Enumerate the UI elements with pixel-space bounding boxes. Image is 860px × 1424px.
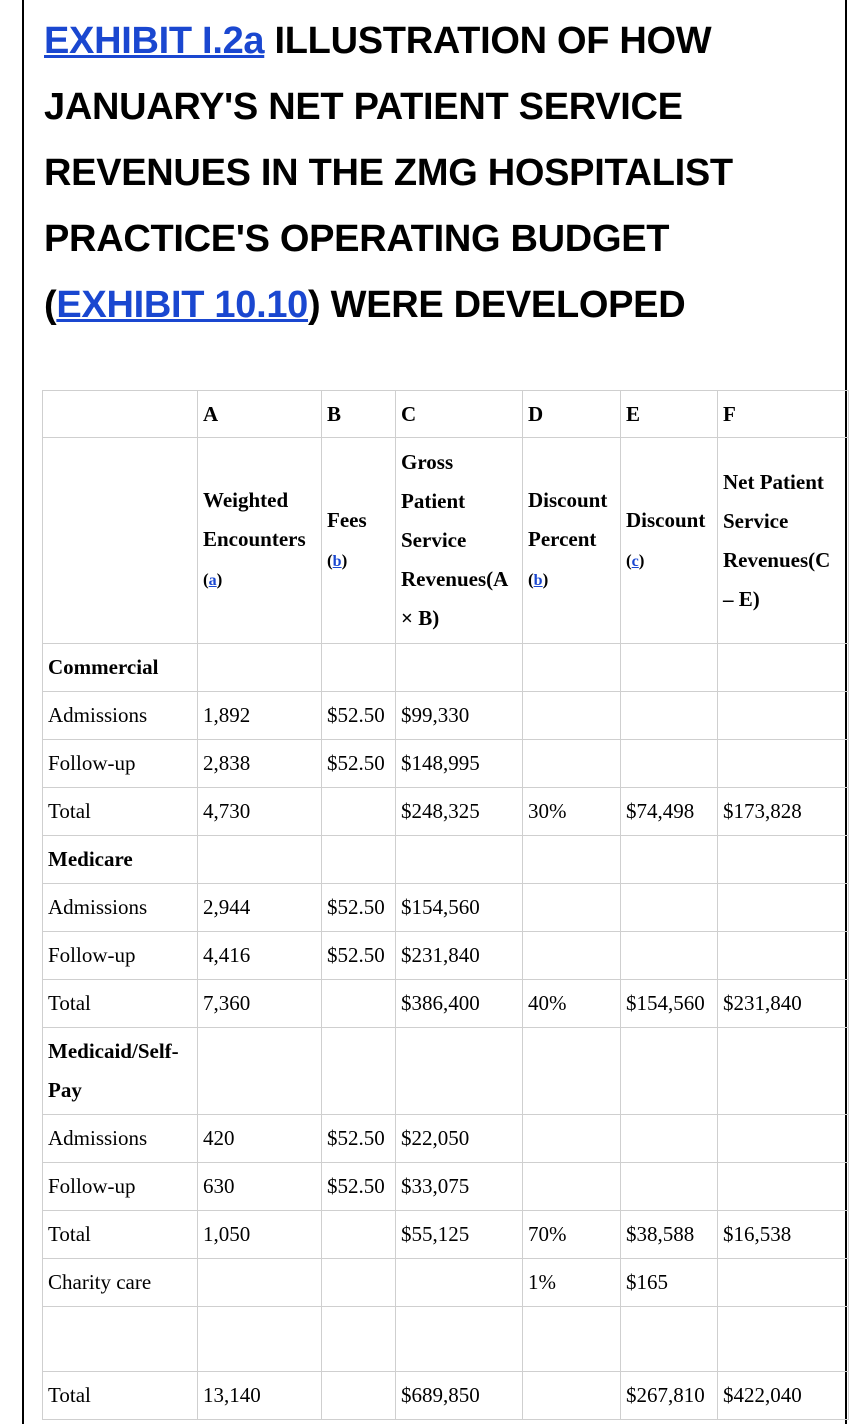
row-label: Total bbox=[43, 980, 198, 1028]
header-gross-revenues bbox=[396, 438, 523, 644]
table-row-total bbox=[43, 1211, 849, 1259]
empty-cell bbox=[718, 1307, 849, 1372]
empty-cell bbox=[523, 644, 621, 692]
section-title: Commercial bbox=[43, 644, 198, 692]
empty-cell bbox=[718, 644, 849, 692]
cell-gross: $22,050 bbox=[396, 1115, 523, 1163]
footnote-b-link[interactable]: b bbox=[332, 552, 342, 570]
cell-gross: $99,330 bbox=[396, 692, 523, 740]
exhibit-i2a-link[interactable]: EXHIBIT I.2a bbox=[44, 20, 265, 62]
empty-cell bbox=[523, 1307, 621, 1372]
header-weighted-encounters: Weighted Encounters (a) bbox=[198, 438, 322, 644]
cell-gross: $689,850 bbox=[396, 1372, 523, 1420]
cell-fees: $52.50 bbox=[322, 1115, 396, 1163]
exhibit-heading bbox=[44, 8, 834, 338]
row-label: Follow-up bbox=[43, 932, 198, 980]
cell-gross: $231,840 bbox=[396, 932, 523, 980]
cell-gross: $148,995 bbox=[396, 740, 523, 788]
empty-cell bbox=[396, 836, 523, 884]
cell-discount bbox=[621, 1115, 718, 1163]
letter-cell: F bbox=[718, 391, 849, 438]
cell-encounters: 4,730 bbox=[198, 788, 322, 836]
table-row bbox=[43, 1163, 849, 1211]
header-cell-empty bbox=[43, 438, 198, 644]
cell-encounters: 1,892 bbox=[198, 692, 322, 740]
letter-cell: C bbox=[396, 391, 523, 438]
cell-encounters: 13,140 bbox=[198, 1372, 322, 1420]
cell-gross: $55,125 bbox=[396, 1211, 523, 1259]
row-label: Follow-up bbox=[43, 740, 198, 788]
row-label: Total bbox=[43, 1372, 198, 1420]
empty-cell bbox=[322, 1307, 396, 1372]
cell-discount: $74,498 bbox=[621, 788, 718, 836]
header-label: Discount bbox=[626, 507, 706, 532]
empty-cell bbox=[523, 836, 621, 884]
cell-encounters: 420 bbox=[198, 1115, 322, 1163]
empty-cell bbox=[621, 1307, 718, 1372]
cell-discount-percent: 40% bbox=[523, 980, 621, 1028]
row-label: Follow-up bbox=[43, 1163, 198, 1211]
cell-encounters: 630 bbox=[198, 1163, 322, 1211]
column-header-row bbox=[43, 438, 849, 644]
cell-discount bbox=[621, 884, 718, 932]
heading-text-1: ILLUSTRATION OF HOW JANUARY'S NET PATIENT SERVICE REVENUES IN THE ZMG HOSPITALIST PRACTICE'S OPERATING BUDGET ( bbox=[44, 20, 733, 326]
cell-net: $422,040 bbox=[718, 1372, 849, 1420]
cell-fees: $52.50 bbox=[322, 932, 396, 980]
cell-fees: $52.50 bbox=[322, 740, 396, 788]
letter-cell: E bbox=[621, 391, 718, 438]
table-row bbox=[43, 1115, 849, 1163]
cell-discount-percent: 1% bbox=[523, 1259, 621, 1307]
section-title: Medicaid/Self-Pay bbox=[43, 1028, 198, 1115]
empty-cell bbox=[198, 836, 322, 884]
cell-net bbox=[718, 1259, 849, 1307]
table-row bbox=[43, 932, 849, 980]
empty-cell bbox=[523, 1028, 621, 1115]
cell-net: $173,828 bbox=[718, 788, 849, 836]
empty-cell bbox=[621, 1028, 718, 1115]
letter-cell: B bbox=[322, 391, 396, 438]
cell-fees: $52.50 bbox=[322, 692, 396, 740]
cell-discount-percent bbox=[523, 1115, 621, 1163]
cell-net bbox=[718, 740, 849, 788]
header-discount: Discount (c) bbox=[621, 438, 718, 644]
header-label: Weighted Encounters bbox=[203, 488, 306, 551]
cell-discount-percent bbox=[523, 1372, 621, 1420]
cell-discount: $267,810 bbox=[621, 1372, 718, 1420]
cell-discount: $154,560 bbox=[621, 980, 718, 1028]
cell-gross: $154,560 bbox=[396, 884, 523, 932]
table-row-total bbox=[43, 788, 849, 836]
empty-cell bbox=[621, 836, 718, 884]
section-row-medicare bbox=[43, 836, 849, 884]
table-row-total bbox=[43, 980, 849, 1028]
empty-cell bbox=[322, 836, 396, 884]
cell-discount-percent bbox=[523, 740, 621, 788]
empty-cell bbox=[43, 1307, 198, 1372]
empty-cell bbox=[322, 644, 396, 692]
cell-discount-percent: 30% bbox=[523, 788, 621, 836]
cell-net bbox=[718, 932, 849, 980]
cell-encounters: 2,838 bbox=[198, 740, 322, 788]
empty-cell bbox=[718, 836, 849, 884]
heading-text-2: ) WERE DEVELOPED bbox=[308, 284, 686, 326]
empty-cell bbox=[322, 1028, 396, 1115]
cell-discount-percent bbox=[523, 884, 621, 932]
section-title: Medicare bbox=[43, 836, 198, 884]
cell-gross: $248,325 bbox=[396, 788, 523, 836]
cell-encounters: 7,360 bbox=[198, 980, 322, 1028]
cell-discount-percent bbox=[523, 932, 621, 980]
letter-cell: D bbox=[523, 391, 621, 438]
empty-cell bbox=[198, 1028, 322, 1115]
row-label: Total bbox=[43, 1211, 198, 1259]
empty-cell bbox=[198, 1307, 322, 1372]
footnote-a-link[interactable]: a bbox=[208, 572, 217, 589]
row-label: Admissions bbox=[43, 884, 198, 932]
exhibit-10-10-link[interactable]: EXHIBIT 10.10 bbox=[56, 284, 309, 326]
cell-discount bbox=[621, 1163, 718, 1211]
budget-table bbox=[42, 390, 849, 1420]
cell-net: $16,538 bbox=[718, 1211, 849, 1259]
header-label: Fees bbox=[327, 507, 367, 532]
cell-net bbox=[718, 1163, 849, 1211]
cell-gross bbox=[396, 1259, 523, 1307]
row-label: Admissions bbox=[43, 1115, 198, 1163]
header-fees: Fees (b) bbox=[322, 438, 396, 644]
table-row-grand-total bbox=[43, 1372, 849, 1420]
empty-cell bbox=[396, 1307, 523, 1372]
letter-cell: A bbox=[198, 391, 322, 438]
cell-net bbox=[718, 884, 849, 932]
blank-row bbox=[43, 1307, 849, 1372]
empty-cell bbox=[198, 644, 322, 692]
empty-cell bbox=[718, 1028, 849, 1115]
cell-encounters bbox=[198, 1259, 322, 1307]
header-label: Discount Percent bbox=[528, 488, 608, 551]
cell-gross: $386,400 bbox=[396, 980, 523, 1028]
row-label: Charity care bbox=[43, 1259, 198, 1307]
cell-net bbox=[718, 1115, 849, 1163]
cell-fees: $52.50 bbox=[322, 884, 396, 932]
header-label: Net Patient Service Revenues(C – E) bbox=[723, 469, 831, 611]
cell-discount-percent bbox=[523, 692, 621, 740]
table-row-charity bbox=[43, 1259, 849, 1307]
empty-cell bbox=[621, 644, 718, 692]
cell-encounters: 2,944 bbox=[198, 884, 322, 932]
row-label: Total bbox=[43, 788, 198, 836]
cell-discount bbox=[621, 692, 718, 740]
cell-discount-percent bbox=[523, 1163, 621, 1211]
footnote-b-link[interactable]: b bbox=[533, 572, 543, 589]
cell-discount: $38,588 bbox=[621, 1211, 718, 1259]
cell-discount bbox=[621, 740, 718, 788]
cell-net: $231,840 bbox=[718, 980, 849, 1028]
section-row-commercial bbox=[43, 644, 849, 692]
table-row bbox=[43, 692, 849, 740]
table-row bbox=[43, 884, 849, 932]
cell-discount bbox=[621, 932, 718, 980]
section-row-medicaid bbox=[43, 1028, 849, 1115]
cell-fees bbox=[322, 1211, 396, 1259]
header-label: Gross Patient Service Revenues(A × B) bbox=[401, 450, 508, 630]
cell-net bbox=[718, 692, 849, 740]
row-label: Admissions bbox=[43, 692, 198, 740]
cell-fees bbox=[322, 1372, 396, 1420]
cell-gross: $33,075 bbox=[396, 1163, 523, 1211]
header-net-revenues bbox=[718, 438, 849, 644]
cell-encounters: 4,416 bbox=[198, 932, 322, 980]
letter-cell bbox=[43, 391, 198, 438]
cell-fees: $52.50 bbox=[322, 1163, 396, 1211]
column-letter-row bbox=[43, 391, 849, 438]
header-discount-percent: Discount Percent (b) bbox=[523, 438, 621, 644]
cell-fees bbox=[322, 980, 396, 1028]
empty-cell bbox=[396, 1028, 523, 1115]
cell-discount-percent: 70% bbox=[523, 1211, 621, 1259]
cell-fees bbox=[322, 788, 396, 836]
table-row bbox=[43, 740, 849, 788]
cell-encounters: 1,050 bbox=[198, 1211, 322, 1259]
footnote-c-link[interactable]: c bbox=[631, 552, 639, 570]
cell-discount: $165 bbox=[621, 1259, 718, 1307]
empty-cell bbox=[396, 644, 523, 692]
cell-fees bbox=[322, 1259, 396, 1307]
